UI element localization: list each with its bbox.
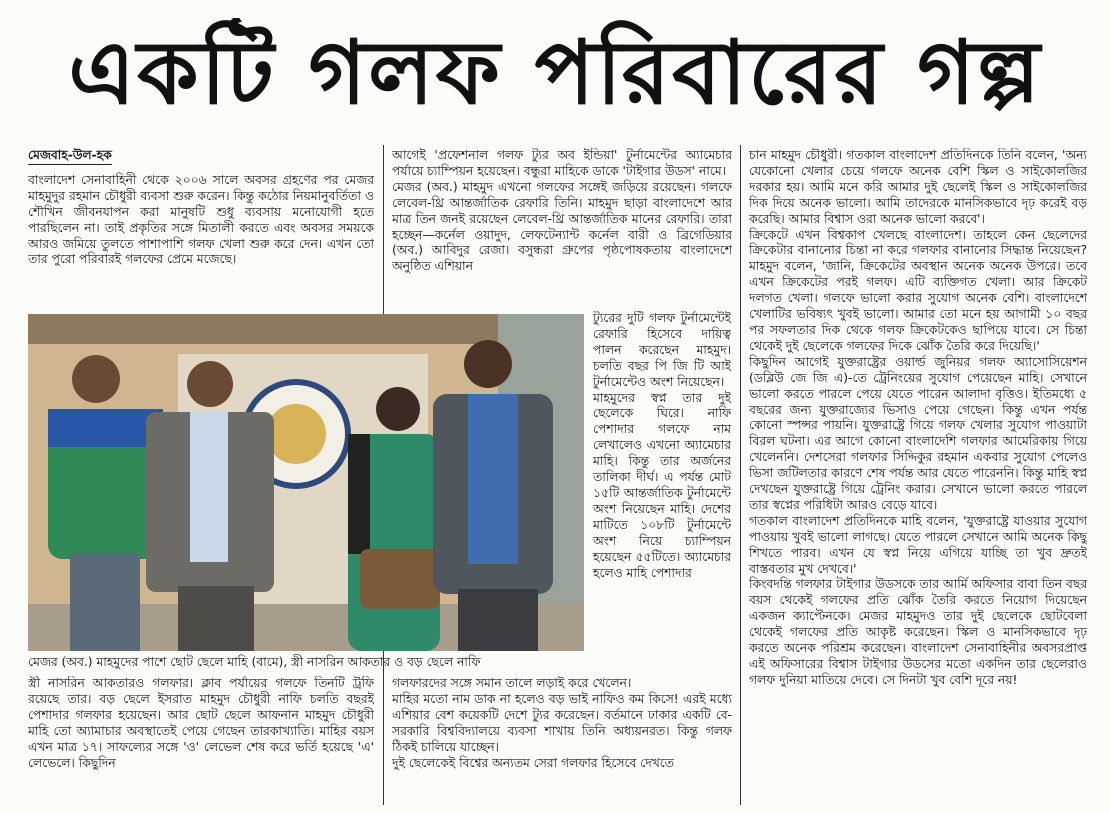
paragraph: স্ত্রী নাসরিন আকতারও গলফার। ক্লাব পর্যায়ের গলফে তিনটি ট্রফি রয়েছে তার। বড় ছেলে ইসরাত মাহমুদ চৌধুরী নাফি চলতি বছরই পেশাদার গলফার হয়েছেন। আর ছোট ছেলে আফনান মাহমুদ চৌধুরী মাহি তো অ্যামাচার অবস্থাতেই পেয়ে গেছেন তারকাখ্যাতি। মাহির বয়স এখন মাত্র ১৭। সাফল্যের সঙ্গে 'ও' লেভেল শেষ করে ভর্তি হয়েছে 'এ' লেভেলে। কিছুদিন xyxy=(28,676,374,770)
paragraph: কিছুদিন আগেই যুক্তরাষ্ট্রের ওয়ার্ল্ড জুনিয়র গলফ অ্যাসোসিয়েশন (ডব্লিউ জে জি এ)-তে ট্রেনিংয়ের সুযোগ পেয়েছেন মাহি। সেখানে ভালো করতে পারলে পেয়ে যেতে পারেন আলাদা বৃত্তিও। ইতিমধ্যে ৫ বছরের জন্য যুক্তরাজ্যের ভিসাও পেয়ে গেছেন। কিন্তু এখন পর্যন্ত কোনো স্পন্সর পায়নি। যুক্তরাষ্ট্রে গিয়ে গলফ খেলার সুযোগ পাওয়াটা বিরল ঘটনা। এর আগে কোনো বাংলাদেশি গলফার আমেরিকায় গিয়ে খেলেননি। দেশসেরা গলফার সিদ্দিকুর রহমান একবার সুযোগ পেলেও ভিসা জটিলতার কারণে শেষ পর্যন্ত আর যেতে পারেননি। কিন্তু মাহি স্বপ্ন দেখছেন যুক্তরাষ্ট্রে গিয়ে ট্রেনিং করার। সেখানে ভালো করতে পারলে তার স্বপ্নের পরিধিটা আরও বেড়ে যাবে। xyxy=(749,354,1087,512)
paragraph: ক্রিকেটে এখন বিশ্বকাপ খেলছে বাংলাদেশ। তাহলে কেন ছেলেদের ক্রিকেটার বানানোর চিন্তা না করে গলফার বানানোর সিদ্ধান্ত নিয়েছেন? মাহমুদ বলেন, 'জানি, ক্রিকেটের অবস্থান অনেক অনেক উপরে। তবে এখন ক্রিকেটের পরই গলফ। এটি ব্যক্তিগত খেলা। আর ক্রিকেট দলগত খেলা। গলফে ভালো করার সুযোগ অনেক বেশি। বাংলাদেশে খেলাটির ভবিষ্যৎ খুবই ভালো। আমার তো মনে হয় আগামী ১০ বছর পর সফলতার দিক থেকে গলফ ক্রিকেটকেও ছাপিয়ে যাবে। সে চিন্তা থেকেই দুই ছেলেকে গলফের দিকে ঝোঁক তৈরি করে দিয়েছি।' xyxy=(749,227,1087,353)
paragraph: চান মাহমুদ চৌধুরী। গতকাল বাংলাদেশ প্রতিদিনকে তিনি বলেন, 'অন্য যেকোনো খেলার চেয়ে গলফে অনেক বেশি স্কিল ও সাইকোলজির দরকার হয়। আমি মনে করি আমার দুই ছেলেই স্কিল ও সাইকোলজির দিক দিয়ে অনেক ভালো। আমি তাদেরকে মানসিকভাবে দৃঢ় করেই বড় করেছি। আমার বিশ্বাস ওরা অনেক ভালো করবে'। xyxy=(749,148,1087,226)
column-1-top xyxy=(28,148,374,308)
family-photo xyxy=(28,314,584,651)
column-rule-2 xyxy=(740,145,741,805)
paragraph: কিংবদন্তি গলফার টাইগার উডসকে তার আর্মি অফিসার বাবা তিন বছর বয়স থেকেই গলফের প্রতি ঝোঁক তৈরি করতে নিয়োগ দিয়েছেন একজন ক্যাপ্টেনকে। মেজর মাহমুদও তার দুই ছেলেকে ছোটবেলা থেকেই গলফের প্রতি আকৃষ্ট করেছেন। স্কিল ও মানসিকভাবে দৃঢ় করতে অনেক পরিশ্রম করেছেন। বাংলাদেশ সেনাবাহিনীর অবসরপ্রাপ্ত এই অফিসারের বিশ্বাস টাইগার উডসের মতো একদিন তার ছেলেরাও গলফ দুনিয়া মাতিয়ে দেবে। সে দিনটা খুব বেশি দূরে নয়! xyxy=(749,577,1087,687)
byline: মেজবাহ-উল-হক xyxy=(28,148,112,165)
column-2-narrow xyxy=(593,311,731,663)
column-1-bottom xyxy=(28,676,374,806)
paragraph: গতকাল বাংলাদেশ প্রতিদিনকে মাহি বলেন, 'যুক্তরাষ্ট্রে যাওয়ার সুযোগ পাওয়ায় খুবই ভালো লাগছে। যেতে পারলে সেখানে আমি অনেক কিছু শিখতে পারব। এখন যে স্বপ্ন নিয়ে এগিয়ে যাচ্ছি তা খুব দ্রুতই বাস্তবতার মুখ দেখবে।' xyxy=(749,513,1087,576)
column-2-top xyxy=(392,148,732,314)
paragraph: বাংলাদেশ সেনাবাহিনী থেকে ২০০৬ সালে অবসর গ্রহণের পর মেজর মাহমুদুর রহমান চৌধুরী ব্যবসা শুরু করেন। কিন্তু কঠোর নিয়মানুবর্তিতা ও শৌখিন জীবনযাপন করা মানুষটি শুধু ব্যবসায় মনোযোগী হতে পারছিলেন না। তাই প্রকৃতির সঙ্গে মিতালী করতে এবং অবসর সময়কে আরও জমিয়ে তুলতে পাশাপাশি গলফ খেলা শুরু করে দেন। এখন তো তার পুরো পরিবারই গলফের প্রেমে মজেছে। xyxy=(28,172,374,267)
column-2-bottom xyxy=(392,676,732,806)
paragraph: আগেই 'প্রফেশনাল গলফ ট্যুর অব ইন্ডিয়া' টুর্নামেন্টের অ্যামেচার পর্যায়ে চ্যাম্পিয়ন হয়েছেন। বন্ধুরা মাহিকে ডাকে 'টাইগার উডস' নামে। xyxy=(392,148,732,178)
headline: একটি গলফ পরিবারের গল্প xyxy=(68,21,1042,124)
paragraph: দুই ছেলেকেই বিশ্বের অন্যতম সেরা গলফার হিসেবে দেখতে xyxy=(392,755,674,770)
photo-caption: মেজর (অব.) মাহমুদের পাশে ছোট ছেলে মাহি (বামে), স্ত্রী নাসরিন আকতার ও বড় ছেলে নাফি xyxy=(28,655,481,669)
paragraph: গলফারদের সঙ্গে সমান তালে লড়াই করে খেলেন। xyxy=(392,676,632,690)
paragraph: মেজর (অব.) মাহমুদ এখনো গলফের সঙ্গেই জড়িয়ে রয়েছেন। গলফে লেবেল-থ্রি আন্তর্জাতিক রেফারি তিনি। মাহমুদ ছাড়া বাংলাদেশে আর মাত্র তিন জনই রয়েছেন লেবেল-থ্রি আন্তর্জাতিক মানের রেফারি। তারা হচ্ছেন—কর্নেল ওয়াদুদ, লেফটেন্যান্ট কর্নেল বারী ও ব্রিগেডিয়ার (অব.) আবিদুর রেজা। বসুন্ধরা গ্রুপের পৃষ্ঠপোষকতায় বাংলাদেশে অনুষ্ঠিত এশিয়ান xyxy=(392,179,732,274)
paragraph: ট্যুরের দুটি গলফ টুর্নামেন্টেই রেফারি হিসেবে দায়িত্ব পালন করেছেন মাহমুদ। চলতি বছর পি জি টি আই টুর্নামেন্টেও অংশ নিয়েছেন। xyxy=(593,311,731,389)
column-3 xyxy=(749,148,1087,806)
paragraph: মাহির মতো নাম ডাক না হলেও বড় ভাই নাফিও কম কিসে! এরই মধ্যে এশিয়ার বেশ কয়েকটি দেশে ট্যুর করেছেন। বর্তমানে ঢাকার একটি বে-সরকারি বিশ্ববিদ্যালয়ে ব্যবসা শাখায় তিনি অধ্যয়নরত। কিন্তু গলফ ঠিকই চালিয়ে যাচ্ছেন। xyxy=(392,691,732,754)
paragraph: মাহমুদের স্বপ্ন তার দুই ছেলেকে ঘিরে। নাফি পেশাদার গলফে নাম লেখালেও এখনো অ্যামেচার মাহি। কিন্তু তার অর্জনের তালিকা দীর্ঘ। এ পর্যন্ত মোট ১৫টি আন্তর্জাতিক টুর্নামেন্টে অংশ নিয়েছেন মাহি। দেশের মাটিতে ১০৮টি টুর্নামেন্টে অংশ নিয়ে চ্যাম্পিয়ন হয়েছেন ৫৫টিতে। অ্যামেচার হলেও মাহি পেশাদার xyxy=(593,390,731,580)
